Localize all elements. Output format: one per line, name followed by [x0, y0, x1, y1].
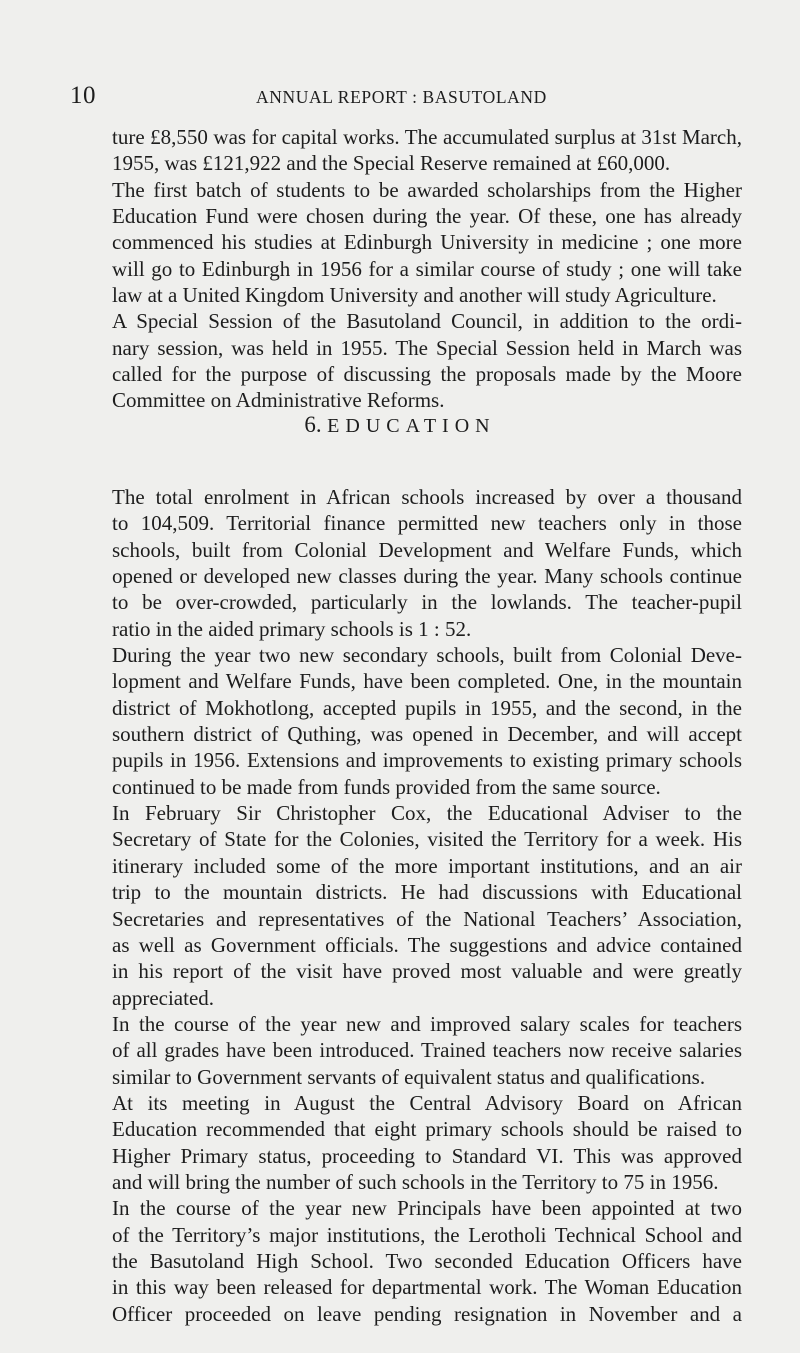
text-line: and will bring the number of such schools in the Territory to 75 in 1956.	[112, 1169, 719, 1194]
text-line: appreciated.	[112, 985, 215, 1010]
section-title: EDUCATION	[327, 415, 496, 437]
body-text-intro	[112, 124, 742, 414]
text-line: in this way been released for departmental work. The Woman Education	[112, 1275, 742, 1300]
text-line: Higher Primary status, proceeding to Standard VI. This was approved	[112, 1143, 742, 1168]
text-line: the Basutoland High School. Two seconded Education Officers have	[112, 1248, 742, 1273]
text-line: called for the purpose of discussing the proposals made by the Moore	[112, 362, 742, 387]
text-line: At its meeting in August the Central Advisory Board on African	[112, 1090, 742, 1115]
text-line: to be over-crowded, particularly in the lowlands. The teacher-pupil	[112, 590, 742, 615]
text-line: In the course of the year new and improved salary scales for teachers	[112, 1011, 742, 1036]
text-line: In February Sir Christopher Cox, the Educational Adviser to the	[112, 801, 742, 826]
text-line: continued to be made from funds provided from the same source.	[112, 774, 661, 799]
section-number: 6.	[304, 412, 322, 437]
text-line: Secretaries and representatives of the National Teachers’ Association,	[112, 906, 742, 931]
text-line: schools, built from Colonial Development and Welfare Funds, which	[112, 537, 742, 562]
text-line: ratio in the aided primary schools is 1 : 52.	[112, 616, 472, 641]
running-title: ANNUAL REPORT : BASUTOLAND	[256, 87, 547, 107]
text-line: as well as Government officials. The suggestions and advice contained	[112, 932, 742, 957]
text-line: of all grades have been introduced. Trained teachers now receive salaries	[112, 1038, 742, 1063]
text-line: A Special Session of the Basutoland Council, in addition to the ordi-	[112, 309, 742, 334]
text-line: of the Territory’s major institutions, the Lerotholi Technical School and	[112, 1222, 742, 1247]
text-line: to 104,509. Territorial finance permitted new teachers only in those	[112, 511, 742, 536]
text-line: Officer proceeded on leave pending resignation in November and a	[112, 1301, 742, 1326]
text-line: 1955, was £121,922 and the Special Reserve remained at £60,000.	[112, 151, 671, 176]
text-line: pupils in 1956. Extensions and improvements to existing primary schools	[112, 748, 742, 773]
text-line: in his report of the visit have proved most valuable and were greatly	[112, 959, 742, 984]
text-line: southern district of Quthing, was opened in December, and will accept	[112, 722, 742, 747]
text-line: Education recommended that eight primary schools should be raised to	[112, 1117, 742, 1142]
text-line: itinerary included some of the more important institutions, and an air	[112, 853, 742, 878]
text-line: ture £8,550 was for capital works. The accumulated surplus at 31st March,	[112, 125, 742, 149]
text-line: trip to the mountain districts. He had discussions with Educational	[112, 880, 742, 905]
text-line: The first batch of students to be awarded scholarships from the Higher	[112, 177, 742, 202]
page-header	[70, 82, 710, 112]
text-line: In the course of the year new Principals have been appointed at two	[112, 1196, 742, 1221]
text-line: The total enrolment in African schools increased by over a thousand	[112, 485, 742, 509]
text-line: Committee on Administrative Reforms.	[112, 388, 445, 413]
text-line: lopment and Welfare Funds, have been completed. One, in the mountain	[112, 669, 742, 694]
text-line: district of Mokhotlong, accepted pupils in 1955, and the second, in the	[112, 695, 742, 720]
text-line: During the year two new secondary schools, built from Colonial Deve-	[112, 643, 742, 668]
page-number: 10	[70, 82, 96, 109]
text-line: similar to Government servants of equivalent status and qualifications.	[112, 1064, 706, 1089]
text-line: Education Fund were chosen during the year. Of these, one has already	[112, 204, 742, 229]
text-line: commenced his studies at Edinburgh University in medicine ; one more	[112, 230, 742, 255]
text-line: opened or developed new classes during the year. Many schools continue	[112, 564, 742, 589]
text-line: law at a United Kingdom University and another will study Agriculture.	[112, 283, 717, 308]
section-heading	[0, 412, 800, 438]
body-text-education	[112, 484, 742, 1327]
text-line: nary session, was held in 1955. The Special Session held in March was	[112, 335, 742, 360]
text-line: Secretary of State for the Colonies, visited the Territory for a week. His	[112, 827, 742, 852]
text-line: will go to Edinburgh in 1956 for a similar course of study ; one will take	[112, 256, 742, 281]
